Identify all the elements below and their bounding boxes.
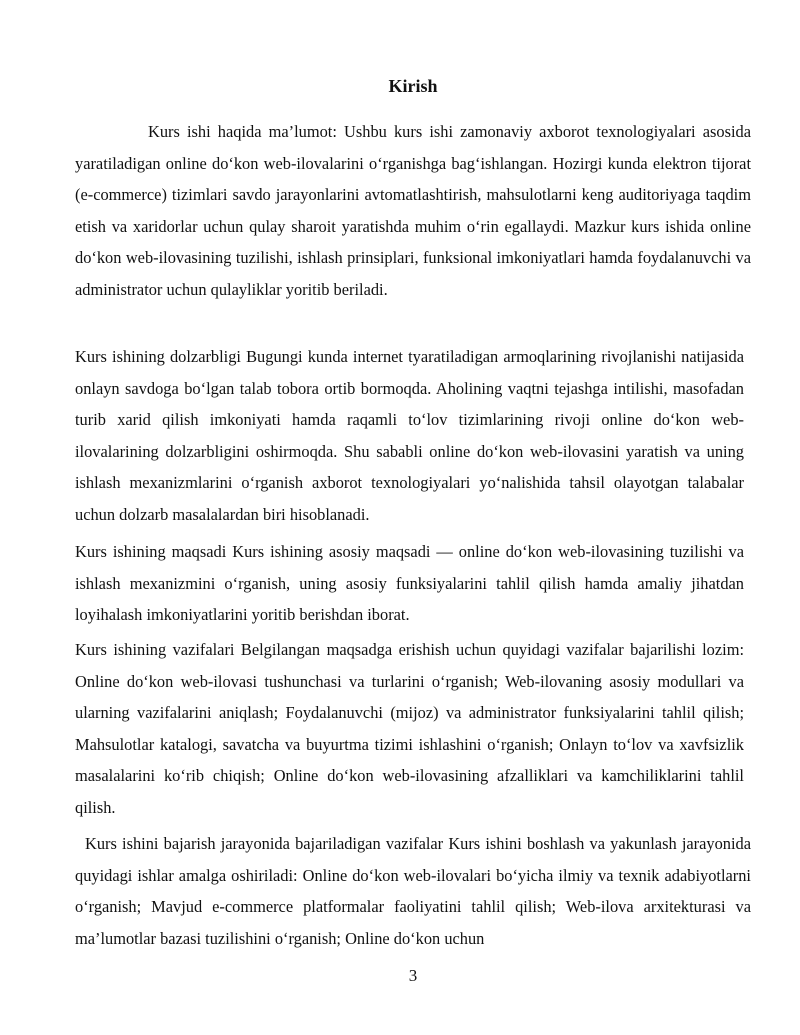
paragraph-tasks: Kurs ishining vazifalari Belgilangan maqsadga erishish uchun quyidagi vazifalar bajarilishi lozim: Online do‘kon web-ilovasi tushunchasi va turlarini o‘rganish; Web-ilovaning asosiy modullari va ularning vazifalarini aniqlash; Foydalanuvchi (mijoz) va administrator funksiyalarini tahlil qilish; Mahsulotlar katalogi, savatcha va buyurtma tizimi ishlashini o‘rganish; Onlayn to‘lov va xavfsizlik masalalarini ko‘rib chiqish; Online do‘kon web-ilovasining afzalliklari va kamchiliklarini tahlil qilish. xyxy=(75,640,744,817)
paragraph-work-process: Kurs ishini bajarish jarayonida bajariladigan vazifalar Kurs ishini boshlash va yakunlash jarayonida quyidagi ishlar amalga oshiriladi: Online do‘kon web-ilovalari bo‘yicha ilmiy va texnik adabiyotlarni o‘rganish; Mavjud e-commerce platformalar faoliyatini tahlil qilish; Web-ilova arxitekturasi va ma’lumotlar bazasi tuzilishini o‘rganish; Online do‘kon uchun xyxy=(75,834,751,948)
page-number: 3 xyxy=(408,966,418,985)
paragraph-intro: Kurs ishi haqida ma’lumot: Ushbu kurs ishi zamonaviy axborot texnologiyalari asosida yaratiladigan online do‘kon web-ilovalarini o‘rganishga bag‘ishlangan. Hozirgi kunda elektron tijorat (e-commerce) tizimlari savdo jarayonlarini avtomatlashtirish, mahsulotlarni keng auditoriyaga taqdim etish va xaridorlar uchun qulay sharoit yaratishda muhim o‘rin egallaydi. Mazkur kurs ishida online do‘kon web-ilovasining tuzilishi, ishlash prinsiplari, funksional imkoniyatlari hamda foydalanuvchi va administrator uchun qulayliklar yoritib beriladi. xyxy=(75,122,751,299)
paragraph-goal: Kurs ishining maqsadi Kurs ishining asosiy maqsadi — online do‘kon web-ilovasining tuzilishi va ishlash mexanizmini o‘rganish, uning asosiy funksiyalarini tahlil qilish hamda amaliy jihatdan loyihalash imkoniyatlarini yoritib berishdan iborat. xyxy=(75,542,744,625)
paragraph-relevance: Kurs ishining dolzarbligi Bugungi kunda internet tyaratiladigan armoqlarining rivojlanishi natijasida onlayn savdoga bo‘lgan talab tobora ortib bormoqda. Aholining vaqtni tejashga intilishi, masofadan turib xarid qilish imkoniyati hamda raqamli to‘lov tizimlarining rivoji online do‘kon web-ilovalarining dolzarbligini oshirmoqda. Shu sababli online do‘kon web-ilovasini yaratish va uning ishlash mexanizmlarini o‘rganish axborot texnologiyalari yo‘nalishida tahsil olayotgan talabalar uchun dolzarb masalalardan biri hisoblanadi. xyxy=(75,347,744,524)
page-title: Kirish xyxy=(388,76,438,96)
